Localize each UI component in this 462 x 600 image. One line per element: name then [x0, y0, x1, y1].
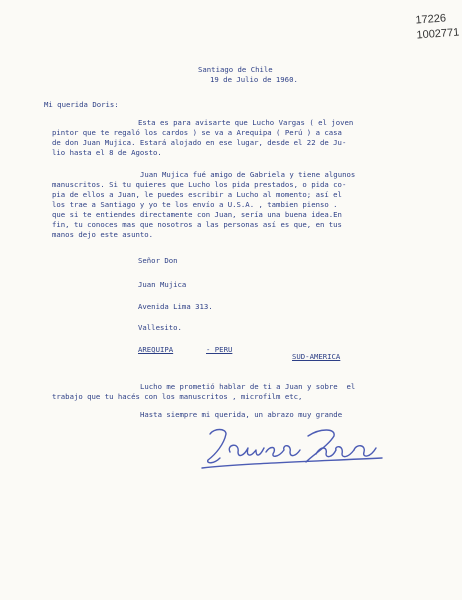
closing-line: Hasta siempre mi querida, un abrazo muy grande	[140, 410, 343, 419]
paragraph2-line: manos dejo este asunto.	[52, 230, 154, 239]
archive-reference	[415, 11, 460, 44]
address-line: Señor Don	[138, 256, 178, 265]
handwritten-signature	[196, 408, 386, 478]
paragraph2-line: fin, tu conoces mas que nosotros a las personas así es que, en tus	[52, 220, 342, 229]
address-line: Vallesito.	[138, 323, 182, 332]
paragraph2-line: los trae a Santiago y yo te los envío a U.S.A. , tambien pienso .	[52, 200, 338, 209]
address-region: SUD-AMERICA	[292, 352, 341, 361]
address-line: Avenida Lima 313.	[138, 302, 213, 311]
paragraph3-line: trabajo que tu hacés con los manuscritos , microfilm etc,	[52, 392, 303, 401]
letter-place: Santiago de Chile	[198, 65, 273, 74]
letter-date: 19 de Julio de 1960.	[210, 75, 298, 84]
salutation: Mi querida Doris:	[44, 100, 119, 109]
paragraph3-line: Lucho me prometió hablar de ti a Juan y sobre el	[140, 382, 356, 391]
paragraph2-line: manuscritos. Si tu quieres que Lucho los pida prestados, o pida co-	[52, 180, 347, 189]
paragraph2-line: pia de ellos a Juan, le puedes escribir a Lucho al momento; así el	[52, 190, 342, 199]
address-line: Juan Mujica	[138, 280, 187, 289]
paragraph2-line: Juan Mujica fué amigo de Gabriela y tiene algunos	[140, 170, 356, 179]
paragraph1-line: Esta es para avisarte que Lucho Vargas ( el joven	[138, 118, 354, 127]
paragraph1-line: pintor que te regaló los cardos ) se va a Arequipa ( Perú ) a casa	[52, 128, 342, 137]
archive-ref-line-1: 17226	[415, 12, 447, 27]
paragraph2-line: que si te entiendes directamente con Juan, sería una buena idea.En	[52, 210, 342, 219]
address-country: - PERU	[206, 345, 233, 354]
paragraph1-line: lio hasta el 8 de Agosto.	[52, 148, 162, 157]
archive-ref-line-2: 1002771	[416, 26, 460, 42]
address-city: AREQUIPA	[138, 345, 174, 354]
paragraph1-line: de don Juan Mujica. Estará alojado en ese lugar, desde el 22 de Ju-	[52, 138, 347, 147]
